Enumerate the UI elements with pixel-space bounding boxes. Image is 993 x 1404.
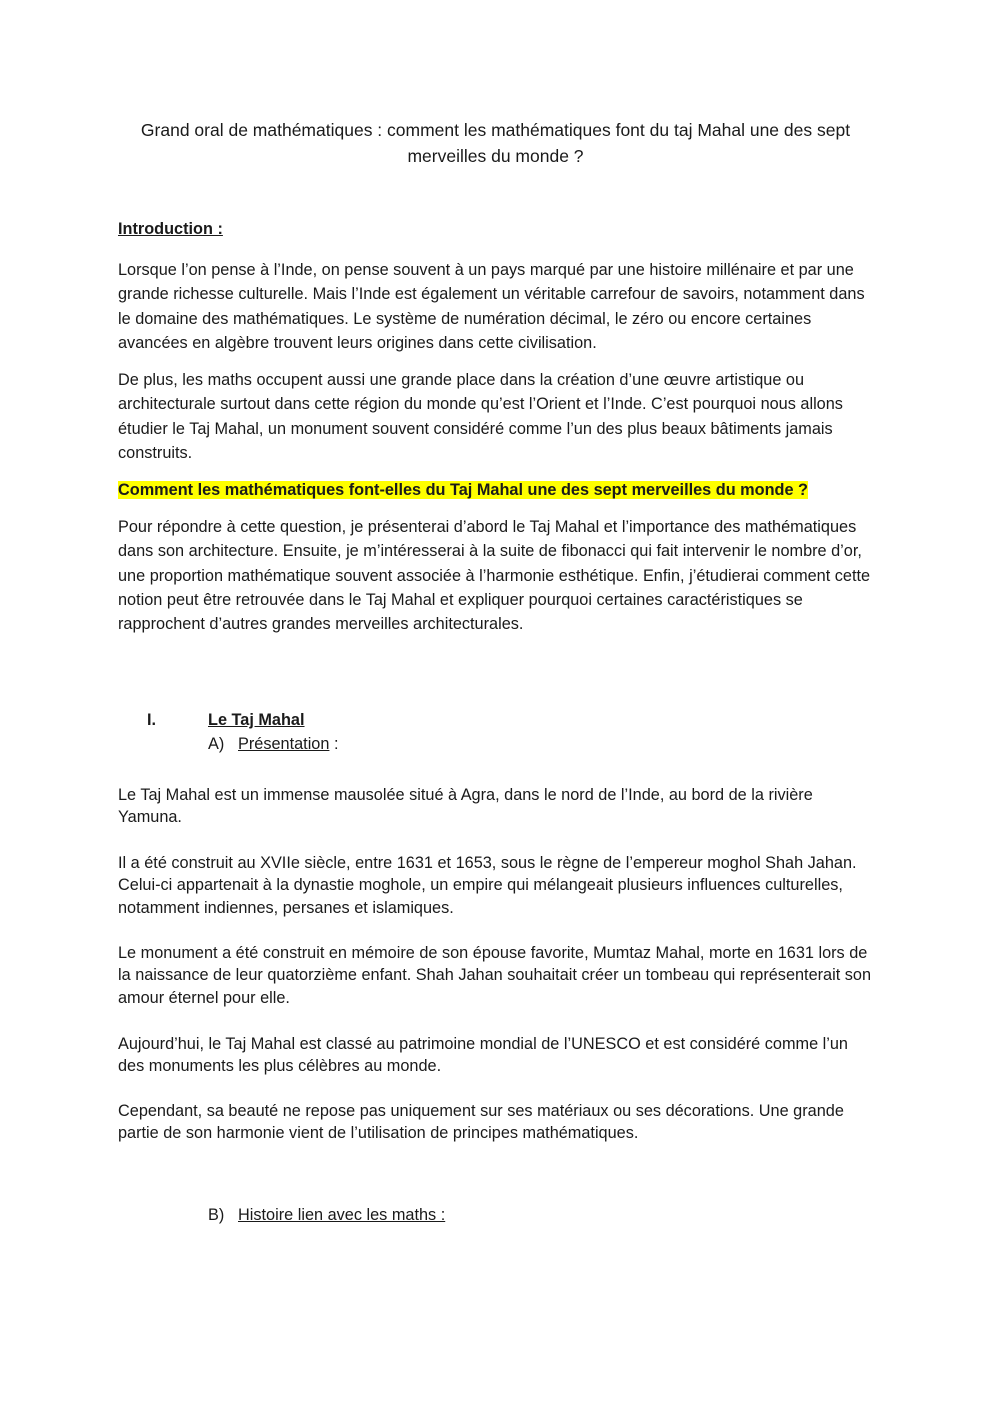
intro-paragraph-2: De plus, les maths occupent aussi une grande place dans la création d’une œuvre artistique ou architecturale surtout dans cette région du monde qu’est l’Orient et l’Inde. C’est pourquoi nous allons étudier le Taj Mahal, un monument souvent considéré comme l’un des plus beaux bâtiments jamais construits. <box>118 371 843 462</box>
subsection-b-title: Histoire lien avec les maths : <box>238 1206 446 1224</box>
intro-paragraph-3: Pour répondre à cette question, je présenterai d’abord le Taj Mahal et l’importance des mathématiques dans son architecture. Ensuite, je m’intéresserai à la suite de fibonacci qui fait intervenir le nombre d’or, une proportion mathématique souvent associée à l’harmonie esthétique. Enfin, j’étudierai comment cette notion peut être retrouvée dans le Taj Mahal et expliquer pourquoi certaines caractéristiques se rapprochent d’autres grandes merveilles architecturales. <box>118 518 871 634</box>
presentation-paragraph-3: Le monument a été construit en mémoire de son épouse favorite, Mumtaz Mahal, morte en 1631 lors de la naissance de leur quatorzième enfant. Shah Jahan souhaitait créer un tombeau qui représenterait son amour éternel pour elle. <box>118 944 872 1007</box>
intro-paragraph-1: Lorsque l’on pense à l’Inde, on pense souvent à un pays marqué par une histoire millénaire et par une grande richesse culturelle. Mais l’Inde est également un véritable carrefour de savoirs, notamment dans le domaine des mathématiques. Le système de numération décimal, le zéro ou encore certaines avancées en algèbre trouvent leurs origines dans cette civilisation. <box>118 261 865 352</box>
introduction-heading: Introduction : <box>118 220 223 238</box>
presentation-paragraph-5: Cependant, sa beauté ne repose pas uniquement sur ses matériaux ou ses décorations. Une grande partie de son harmonie vient de l’utilisation de principes mathématiques. <box>118 1102 844 1143</box>
problematic-question <box>118 478 808 502</box>
subsection-a-suffix: : <box>329 735 339 753</box>
subsection-a-letter: A) <box>208 735 225 753</box>
section-1-number: I. <box>147 711 157 729</box>
document-title: Grand oral de mathématiques : comment les mathématiques font du taj Mahal une des sept merveilles du monde ? <box>140 120 851 166</box>
subsection-a-heading <box>238 735 338 754</box>
presentation-paragraph-2: Il a été construit au XVIIe siècle, entre 1631 et 1653, sous le règne de l’empereur moghol Shah Jahan. Celui-ci appartenait à la dynastie moghole, un empire qui mélangeait plusieurs influences culturelles, notamment indiennes, persanes et islamiques. <box>118 854 857 917</box>
section-1-title: Le Taj Mahal <box>208 711 305 729</box>
subsection-a-title: Présentation <box>238 735 330 753</box>
subsection-b-letter: B) <box>208 1206 225 1224</box>
presentation-paragraph-4: Aujourd’hui, le Taj Mahal est classé au patrimoine mondial de l’UNESCO et est considéré comme l’un des monuments les plus célèbres au monde. <box>118 1035 848 1076</box>
presentation-paragraph-1: Le Taj Mahal est un immense mausolée situé à Agra, dans le nord de l’Inde, au bord de la rivière Yamuna. <box>118 786 813 827</box>
highlighted-question-text: Comment les mathématiques font-elles du Taj Mahal une des sept merveilles du monde ? <box>118 481 808 499</box>
